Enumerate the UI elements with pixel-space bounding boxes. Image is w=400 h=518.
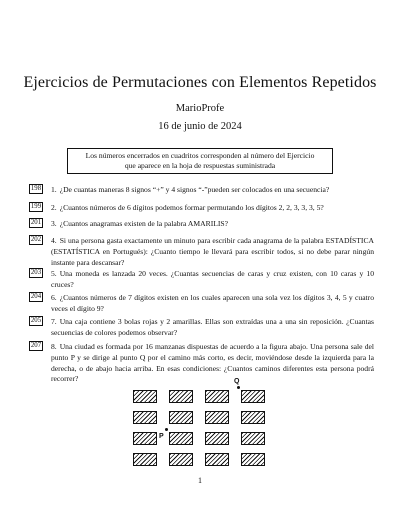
notice-box [67, 148, 333, 174]
city-block [241, 453, 265, 466]
exercise-text: ¿Cuantos anagramas existen de la palabra AMARILIS? [59, 219, 228, 228]
city-block [169, 453, 193, 466]
point-p-marker [165, 428, 168, 431]
document-date: 16 de junio de 2024 [158, 121, 242, 132]
city-block [133, 411, 157, 424]
notice-line-1: Los números encerrados en cuadritos corresponden al número del Ejercicio [85, 151, 315, 160]
exercise-number-box: 204 [30, 293, 42, 300]
document-title: Ejercicios de Permutaciones con Elementos Repetidos [23, 74, 377, 91]
exercise-number-box: 201 [30, 219, 42, 226]
city-block [133, 432, 157, 445]
exercise-number-box: 205 [30, 317, 42, 324]
exercise-text: Una moneda es lanzada 20 veces. ¿Cuantas secuencias de caras y cruz existen, con 10 caras y 10 cruces? [51, 269, 374, 289]
exercise-text: Si una persona gasta exactamente un minuto para escribir cada anagrama de la palabra ESTADÍSTICA (ESTATÍSTICA en Portugués): ¿Cuanto tiempo le llevará para escribir todos, si no debe parar ningún instante para descansar? [51, 236, 374, 267]
city-block [205, 432, 229, 445]
exercise-number-box: 207 [30, 342, 42, 349]
city-block [169, 411, 193, 424]
city-block [169, 432, 193, 445]
city-block [133, 390, 157, 403]
exercise-number-box: 202 [30, 236, 42, 243]
city-block [241, 432, 265, 445]
city-block [241, 411, 265, 424]
exercise-index: 1. [51, 185, 57, 194]
point-p-label: P [159, 433, 164, 440]
exercise-text: ¿De cuantas maneras 8 signos “+” y 4 signos “-”pueden ser colocados en una secuencia? [59, 185, 330, 194]
city-block [205, 453, 229, 466]
city-block [169, 390, 193, 403]
exercise-index: 8. [51, 342, 57, 351]
exercise-index: 6. [51, 293, 57, 302]
exercise-index: 7. [51, 317, 57, 326]
point-q-label: Q [234, 378, 240, 385]
city-block [205, 390, 229, 403]
exercise-index: 2. [51, 203, 57, 212]
exercise-index: 5. [51, 269, 57, 278]
exercise-index: 3. [51, 219, 57, 228]
point-q-marker [237, 386, 240, 389]
exercise-text: Una caja contiene 3 bolas rojas y 2 amarillas. Ellas son extraídas una a una sin reposición. ¿Cuantas secuencias de colores podemos observar? [51, 317, 374, 337]
exercise-text: Una ciudad es formada por 16 manzanas dispuestas de acuerdo a la figura abajo. Una persona sale del punto P y se dirige al punto Q por el camino más corto, es decir, moviéndose desde la izquierda para la derecha, o de abajo hacia arriba. En esas condiciones: ¿Cuantos caminos diferentes esta persona podrá recorrer? [51, 342, 374, 384]
document-author: MarioProfe [175, 103, 225, 114]
exercise-index: 4. [51, 236, 57, 245]
city-block [133, 453, 157, 466]
city-block [205, 411, 229, 424]
exercise-text: ¿Cuantos números de 6 dígitos podemos formar permutando los dígitos 2, 2, 3, 3, 3, 5? [59, 203, 324, 212]
exercise-number-box: 199 [30, 203, 42, 210]
page-number: 1 [198, 476, 202, 485]
exercise-text: ¿Cuantos números de 7 dígitos existen en los cuales aparecen una sola vez los dígitos 3, 4, 5 y cuatro veces el dígito 9? [51, 293, 374, 313]
city-block [241, 390, 265, 403]
exercise-number-box: 203 [30, 269, 42, 276]
notice-line-2: que aparece en la hoja de respuestas suministrada [124, 161, 276, 170]
exercise-number-box: 198 [30, 185, 42, 192]
